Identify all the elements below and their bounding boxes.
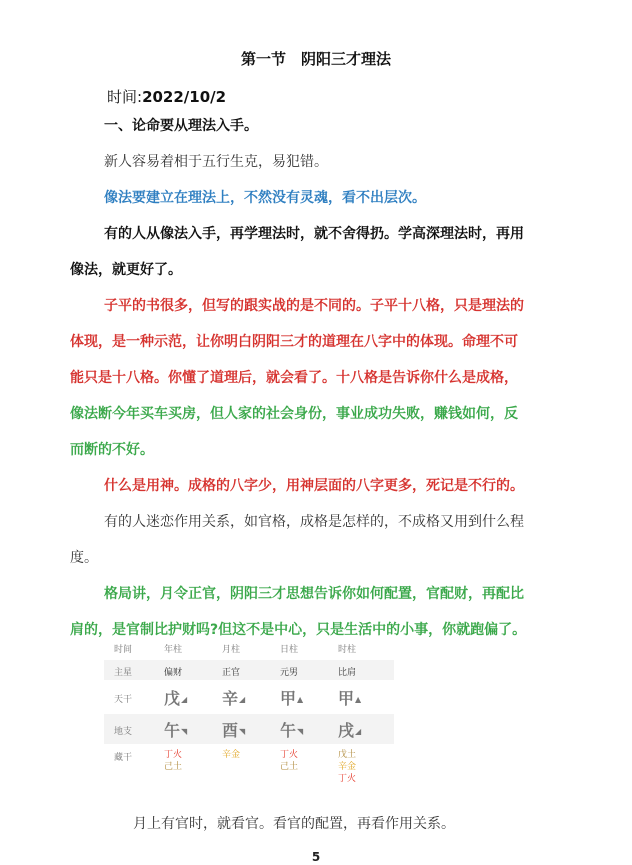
canggan-item: 丁火	[164, 750, 183, 760]
canggan-cell	[338, 749, 356, 785]
canggan-cell	[222, 749, 240, 761]
canggan-item: 己土	[280, 762, 299, 772]
chart-tiangan-row	[104, 682, 394, 712]
chart-main-star-row	[104, 660, 394, 680]
dizhi-cell	[280, 718, 303, 741]
tree-icon: ▲	[297, 695, 304, 704]
canggan-item: 丁火	[280, 750, 299, 760]
chart-header-cell: 日柱	[280, 645, 299, 655]
yang-earth-icon: ◢	[181, 695, 188, 704]
canggan-item: 辛金	[222, 750, 241, 760]
chart-header-cell: 时间	[114, 645, 133, 655]
tiangan-cell	[222, 686, 245, 709]
chart-canggan-row	[104, 746, 394, 798]
tiangan-cell	[338, 686, 361, 709]
dizhi-cell	[164, 718, 187, 741]
paragraph-8: 月上有官时，就看官。看官的配置，再看作用关系。	[133, 816, 455, 832]
canggan-item: 己土	[164, 762, 183, 772]
paragraph-4-line-1: 子平的书很多，但写的跟实战的是不同的。子平十八格，只是理法的	[104, 298, 524, 314]
canggan-cell	[280, 749, 298, 773]
dizhi-cell	[222, 718, 245, 741]
date-line	[107, 86, 226, 107]
chart-header-cell: 月柱	[222, 645, 241, 655]
canggan-item: 辛金	[338, 762, 357, 772]
dizhi-char: 戌	[338, 721, 355, 740]
section-heading: 一、论命要从理法入手。	[104, 118, 258, 134]
paragraph-5: 什么是用神。成格的八字少，用神层面的八字更多，死记是不行的。	[104, 478, 524, 494]
paragraph-3-line-2: 像法，就更好了。	[70, 262, 182, 278]
chart-row-label: 地支	[114, 727, 133, 737]
tiangan-cell	[164, 686, 187, 709]
tree-icon: ▲	[355, 695, 362, 704]
paragraph-6-line-2: 度。	[70, 550, 98, 566]
paragraph-3-line-1: 有的人从像法入手，再学理法时，就不舍得扔。学高深理法时，再用	[104, 226, 524, 242]
horse-icon: ◥	[181, 727, 188, 736]
main-star-cell: 比肩	[338, 668, 357, 678]
date-value: 2022/10/2	[142, 88, 227, 106]
paragraph-7-line-2: 肩的，是官制比护财吗?但这不是中心，只是生活中的小事，你就跑偏了。	[70, 622, 527, 638]
main-star-cell: 元男	[280, 668, 299, 678]
dizhi-cell	[338, 718, 361, 741]
tiangan-cell	[280, 686, 303, 709]
paragraph-4-line-5: 而断的不好。	[70, 442, 154, 458]
paragraph-2: 像法要建立在理法上，不然没有灵魂，看不出层次。	[104, 190, 426, 206]
paragraph-6-line-1: 有的人迷恋作用关系，如官格，成格是怎样的，不成格又用到什么程	[104, 514, 524, 530]
dog-icon: ◢	[355, 727, 362, 736]
paragraph-4-line-2: 体现，是一种示范，让你明白阴阳三才的道理在八字中的体现。命理不可	[70, 334, 518, 350]
bazi-chart	[104, 636, 394, 798]
dizhi-char: 午	[280, 721, 297, 740]
paragraph-4-line-4: 像法断今年买车买房，但人家的社会身份，事业成功失败，赚钱如何，反	[70, 406, 518, 422]
chart-header-cell: 时柱	[338, 645, 357, 655]
tiangan-char: 戊	[164, 689, 181, 708]
dizhi-char: 酉	[222, 721, 239, 740]
paragraph-7-line-1: 格局讲，月令正官，阴阳三才思想告诉你如何配置，官配财，再配比	[104, 586, 524, 602]
chart-header-row	[104, 636, 394, 658]
main-star-cell: 正官	[222, 668, 241, 678]
paragraph-1: 新人容易着相于五行生克，易犯错。	[104, 154, 328, 170]
main-star-cell: 偏财	[164, 668, 183, 678]
canggan-item: 戊土	[338, 750, 357, 760]
chart-dizhi-row	[104, 714, 394, 744]
metal-icon: ◢	[239, 695, 246, 704]
paragraph-4-line-3: 能只是十八格。你懂了道理后，就会看了。十八格是告诉你什么是成格，	[70, 370, 518, 386]
chart-header-cell: 年柱	[164, 645, 183, 655]
page-number: 5	[311, 850, 321, 864]
chart-row-label: 主星	[114, 668, 133, 678]
chart-row-label: 天干	[114, 695, 133, 705]
date-label: 时间:	[107, 88, 143, 106]
chart-row-label: 藏干	[114, 753, 133, 763]
horse-icon: ◥	[297, 727, 304, 736]
rooster-icon: ◥	[239, 727, 246, 736]
tiangan-char: 辛	[222, 689, 239, 708]
tiangan-char: 甲	[338, 689, 355, 708]
canggan-item: 丁火	[338, 774, 357, 784]
canggan-cell	[164, 749, 182, 773]
tiangan-char: 甲	[280, 689, 297, 708]
section-title: 第一节 阴阳三才理法	[240, 50, 391, 68]
dizhi-char: 午	[164, 721, 181, 740]
